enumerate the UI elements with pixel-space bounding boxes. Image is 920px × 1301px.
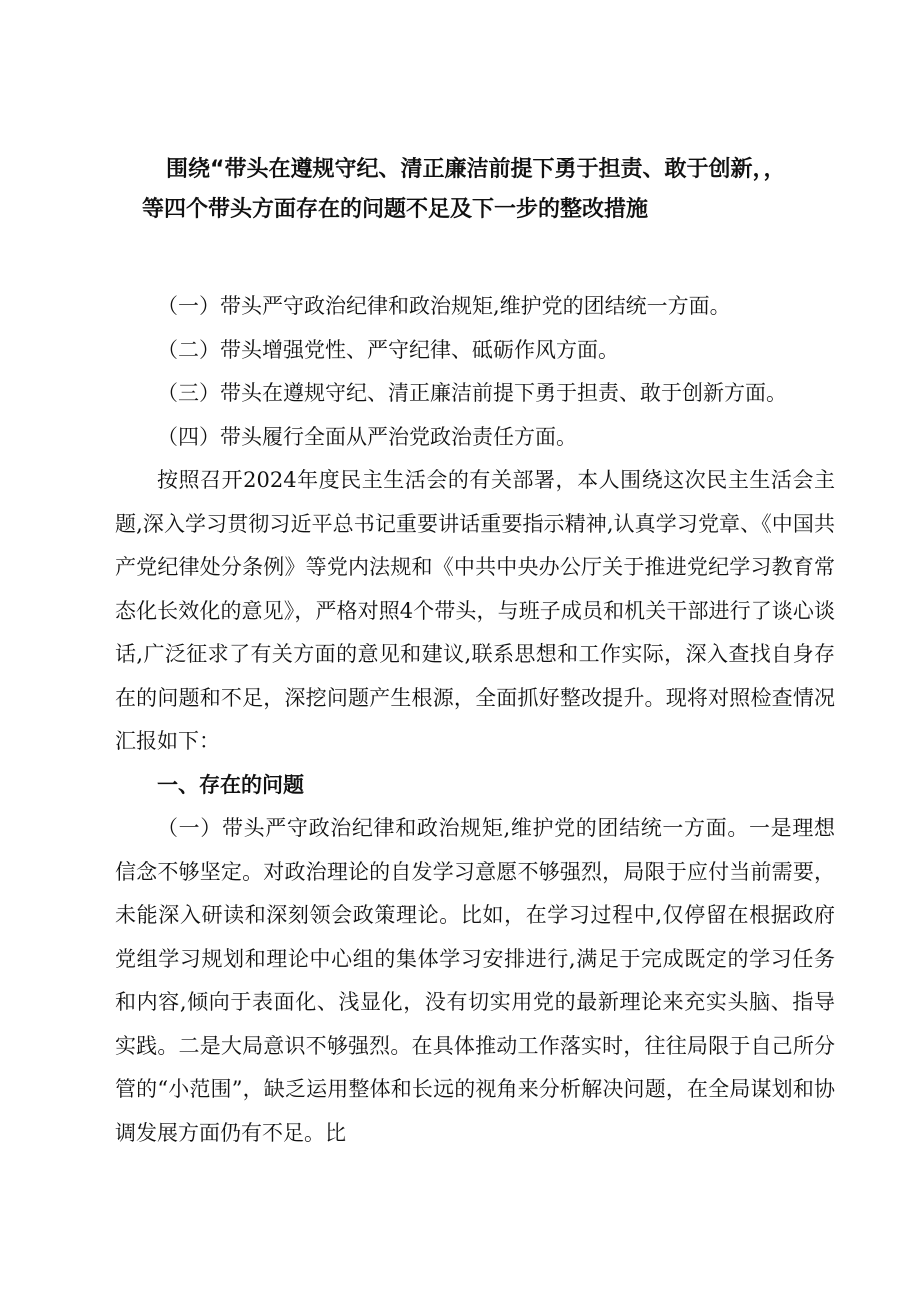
title-line-2: 等四个带头方面存在的问题不足及下一步的整改措施	[142, 197, 649, 222]
outline-item-2: （二）带头增强党性、严守纪律、砥砺作风方面。	[157, 337, 619, 362]
document-title	[120, 150, 840, 230]
section-paragraph-1: （一）带头严守政治纪律和政治规矩,维护党的团结统一方面。一是理想信念不够坚定。对政治理论的自发学习意愿不够强烈，局限于应付当前需要，未能深入研读和深刻领会政策理论。比如，在学习过程中,仅停留在根据政府党组学习规划和理论中心组的集体学习安排进行,满足于完成既定的学习任务和内容,倾向于表面化、浅显化，没有切实用党的最新理论来充实头脑、指导实践。二是大局意识不够强烈。在具体推动工作落实时，往往局限于自己所分管的“小范围”，缺乏运用整体和长远的视角来分析解决问题，在全局谋划和协调发展方面仍有不足。比	[115, 816, 835, 1145]
intro-paragraph: 按照召开2024年度民主生活会的有关部署，本人围绕这次民主生活会主题,深入学习贯彻习近平总书记重要讲话重要指示精神,认真学习党章、《中国共产党纪律处分条例》等党内法规和《中共中央办公厅关于推进党纪学习教育常态化长效化的意见》，严格对照4个带头，与班子成员和机关干部进行了谈心谈话,广泛征求了有关方面的意见和建议,联系思想和工作实际，深入查找自身存在的问题和不足，深挖问题产生根源，全面抓好整改提升。现将对照检查情况汇报如下：	[115, 468, 835, 753]
outline-item-4: （四）带头履行全面从严治党政治责任方面。	[157, 424, 577, 449]
document-body	[115, 285, 835, 1155]
outline-item-1: （一）带头严守政治纪律和政治规矩,维护党的团结统一方面。	[157, 294, 731, 318]
outline-item-3: （三）带头在遵规守纪、清正廉洁前提下勇于担责、敢于创新方面。	[157, 381, 787, 405]
title-line-1: 围绕“带头在遵规守纪、清正廉洁前提下勇于担责、敢于创新，，	[166, 157, 786, 182]
section-heading-problems: 一、存在的问题	[157, 772, 304, 797]
